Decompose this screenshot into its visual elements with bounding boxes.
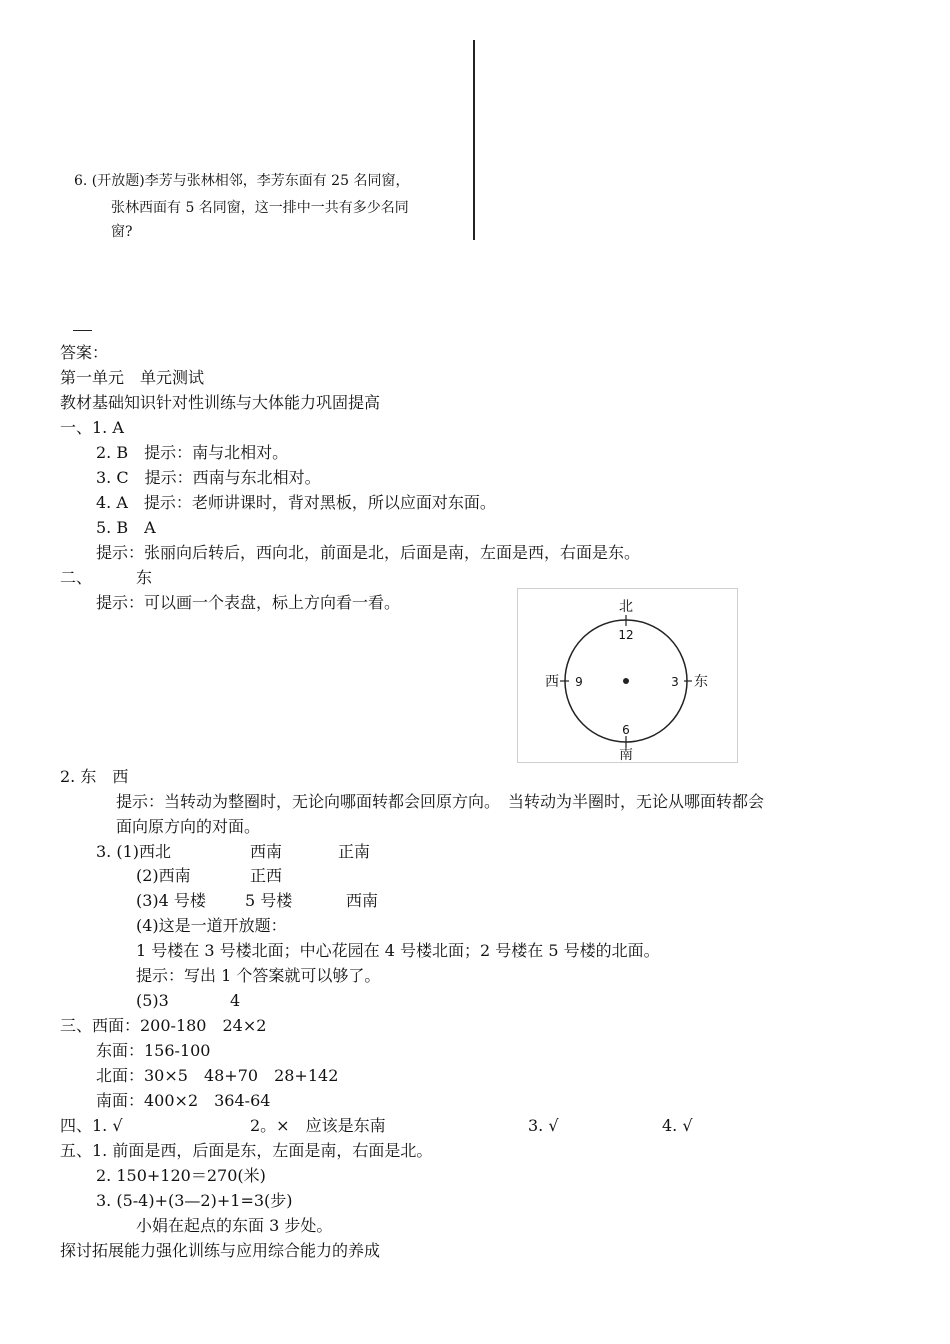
east-label: 东 bbox=[694, 674, 708, 690]
question-6-line3: 窗? bbox=[111, 224, 133, 240]
s2-q1-hint: 提示：可以画一个表盘，标上方向看一看。 bbox=[96, 593, 401, 612]
s2-q3-5-b: 4 bbox=[230, 991, 241, 1010]
s2-q3-3-a: (3)4 号楼 bbox=[136, 891, 206, 910]
s2-q3-5-a: (5)3 bbox=[136, 991, 169, 1010]
section1-title: 教材基础知识针对性训练与大体能力巩固提高 bbox=[60, 393, 381, 412]
s4-q4: 4. √ bbox=[662, 1116, 693, 1135]
unit-title: 第一单元 单元测试 bbox=[60, 368, 205, 387]
s5-q2: 2. 150+120＝270(米) bbox=[96, 1166, 266, 1185]
s1-q4: 4. A 提示：老师讲课时，背对黑板，所以应面对东面。 bbox=[96, 493, 496, 512]
compass-clock-figure bbox=[517, 588, 738, 763]
s2-q3-2-b: 正西 bbox=[250, 866, 283, 885]
clock-center bbox=[623, 678, 629, 684]
s3-north: 北面：30×5 48+70 28+142 bbox=[96, 1066, 339, 1085]
hour-9: 9 bbox=[575, 675, 583, 689]
s3-south: 南面：400×2 364-64 bbox=[96, 1091, 271, 1110]
hour-12: 12 bbox=[618, 628, 634, 642]
question-6-line2: 张林西面有 5 名同窗，这一排中一共有多少名同 bbox=[111, 200, 409, 216]
s2-q1-answer: 东 bbox=[136, 568, 153, 587]
s4-q2: 2。× 应该是东南 bbox=[250, 1116, 386, 1135]
s2-q2: 2. 东 西 bbox=[60, 767, 129, 786]
s2-q2-hint-line2: 面向原方向的对面。 bbox=[116, 817, 261, 836]
column-divider bbox=[473, 40, 475, 240]
answers-heading: 答案： bbox=[60, 343, 109, 362]
s3-east: 东面：156-100 bbox=[96, 1041, 211, 1060]
hour-3: 3 bbox=[671, 675, 679, 689]
s2-q3-1-c: 正南 bbox=[338, 842, 371, 861]
hour-6: 6 bbox=[622, 723, 630, 737]
s2-q3-3-b: 5 号楼 bbox=[245, 891, 293, 910]
south-label: 南 bbox=[619, 747, 633, 762]
s1-q3: 3. C 提示：西南与东北相对。 bbox=[96, 468, 321, 487]
s2-q3-1-label: 3. (1)西北 bbox=[96, 842, 172, 861]
s2-q3-4-hint: 提示：写出 1 个答案就可以够了。 bbox=[136, 966, 381, 985]
s4-q1: 四、1. √ bbox=[60, 1116, 123, 1135]
s2-q3-2-a: (2)西南 bbox=[136, 866, 191, 885]
s2-q3-4: (4)这是一道开放题： bbox=[136, 916, 287, 935]
s4-q3: 3. √ bbox=[528, 1116, 559, 1135]
s1-q5-hint: 提示：张丽向后转后，西向北，前面是北，后面是南，左面是西，右面是东。 bbox=[96, 543, 641, 562]
s5-q1: 五、1. 前面是西，后面是东，左面是南，右面是北。 bbox=[60, 1141, 433, 1160]
s5-q3-answer: 小娟在起点的东面 3 步处。 bbox=[136, 1216, 333, 1235]
question-6-line1: 6. (开放题)李芳与张林相邻，李芳东面有 25 名同窗， bbox=[74, 173, 410, 189]
s2-q3-3-c: 西南 bbox=[346, 891, 379, 910]
s2-q3-1-b: 西南 bbox=[250, 842, 283, 861]
separator-dash bbox=[73, 330, 92, 331]
section2-title: 探讨拓展能力强化训练与应用综合能力的养成 bbox=[60, 1241, 381, 1260]
s2-q2-hint-line1: 提示：当转动为整圈时，无论向哪面转都会回原方向。 当转动为半圈时，无论从哪面转都会 bbox=[116, 792, 765, 811]
s5-q3: 3. (5-4)+(3—2)+1=3(步) bbox=[96, 1191, 293, 1210]
s1-q2: 2. B 提示：南与北相对。 bbox=[96, 443, 289, 462]
s1-q5: 5. B A bbox=[96, 518, 156, 537]
s2-q1-prefix: 二、 bbox=[60, 568, 93, 587]
s1-q1: 一、1. A bbox=[60, 418, 124, 437]
s3-west: 三、西面：200-180 24×2 bbox=[60, 1016, 267, 1035]
s2-q3-4-answer: 1 号楼在 3 号楼北面；中心花园在 4 号楼北面；2 号楼在 5 号楼的北面。 bbox=[136, 941, 660, 960]
west-label: 西 bbox=[545, 674, 559, 690]
north-label: 北 bbox=[619, 599, 633, 615]
